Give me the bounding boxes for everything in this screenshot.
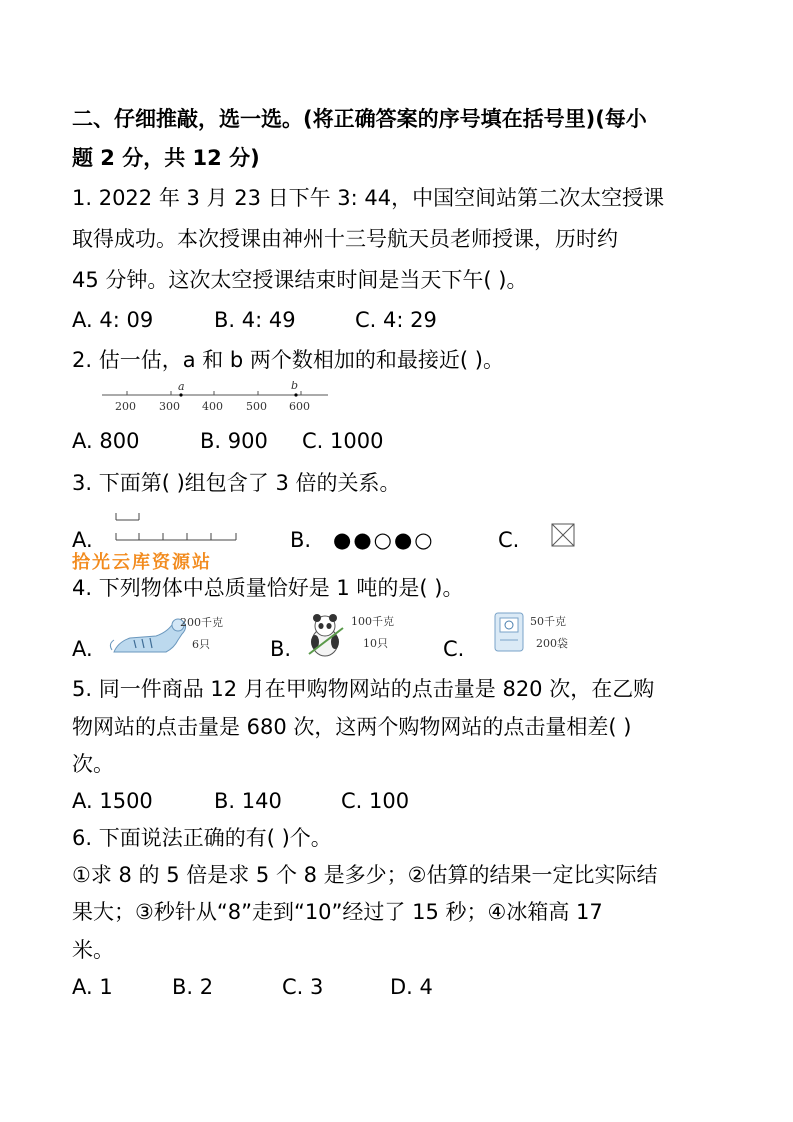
- q4-label-c: C.: [443, 637, 465, 661]
- section-title-line2: 题 2 分，共 12 分): [72, 146, 260, 170]
- q5-option-b: B. 140: [214, 789, 282, 813]
- q4-b-count: 10只: [363, 637, 388, 650]
- q3-option-b-shapes: ●●○●○: [333, 528, 435, 552]
- q2-option-c: C. 1000: [302, 429, 384, 453]
- q2-option-a: A. 800: [72, 429, 140, 453]
- q2-option-b: B. 900: [200, 429, 268, 453]
- point-a-label: a: [178, 381, 185, 393]
- q3-stem: 3. 下面第( )组包含了 3 倍的关系。: [72, 471, 401, 495]
- q3-option-c-envelope-square: [551, 523, 575, 547]
- watermark: 拾光云库资源站: [72, 552, 212, 573]
- tick-label-500: 500: [246, 400, 267, 413]
- q4-a-count: 6只: [192, 638, 210, 651]
- q4-option-c-bag: [492, 610, 602, 656]
- q6-stem: 6. 下面说法正确的有( )个。: [72, 826, 332, 850]
- point-b-label: b: [291, 381, 299, 392]
- q6-option-b: B. 2: [172, 975, 214, 999]
- q5-option-c: C. 100: [341, 789, 410, 813]
- number-line: [100, 381, 332, 415]
- q1-line1: 1. 2022 年 3 月 23 日下午 3: 44，中国空间站第二次太空授课: [72, 186, 665, 210]
- q4-stem: 4. 下列物体中总质量恰好是 1 吨的是( )。: [72, 576, 464, 600]
- q6-line1: ①求 8 的 5 倍是求 5 个 8 是多少；②估算的结果一定比实际结: [72, 863, 658, 887]
- q6-line2: 果大；③秒针从“8”走到“10”经过了 15 秒；④冰箱高 17: [72, 900, 603, 924]
- q4-option-b-panda: [305, 610, 415, 660]
- q3-label-c: C.: [498, 528, 520, 552]
- q5-line3: 次。: [72, 752, 114, 776]
- q4-b-weight: 100千克: [351, 615, 394, 628]
- q1-option-a: A. 4: 09: [72, 308, 154, 332]
- point-a-dot: [179, 393, 182, 396]
- q1-option-c: C. 4: 29: [355, 308, 437, 332]
- tiger-icon: [110, 619, 185, 652]
- tick-label-300: 300: [159, 400, 180, 413]
- q6-option-d: D. 4: [390, 975, 433, 999]
- q1-line3: 45 分钟。这次太空授课结束时间是当天下午( )。: [72, 268, 528, 292]
- tick-label-200: 200: [115, 400, 136, 413]
- q5-option-a: A. 1500: [72, 789, 153, 813]
- tick-label-400: 400: [202, 400, 223, 413]
- q4-label-a: A.: [72, 637, 93, 661]
- q4-c-count: 200袋: [536, 637, 568, 650]
- panda-icon: [309, 614, 343, 656]
- section-title-line1: 二、仔细推敲，选一选。(将正确答案的序号填在括号里)(每小: [72, 107, 647, 131]
- point-b-dot: [294, 393, 297, 396]
- q4-c-weight: 50千克: [530, 615, 566, 628]
- q3-label-b: B.: [290, 528, 312, 552]
- flour-bag-icon: [495, 613, 523, 651]
- q6-line3: 米。: [72, 938, 114, 962]
- q5-line1: 5. 同一件商品 12 月在甲购物网站的点击量是 820 次，在乙购: [72, 677, 655, 701]
- q6-option-a: A. 1: [72, 975, 113, 999]
- q4-option-a-tiger: [108, 612, 238, 658]
- q1-option-b: B. 4: 49: [214, 308, 296, 332]
- tick-label-600: 600: [289, 400, 310, 413]
- q1-line2: 取得成功。本次授课由神州十三号航天员老师授课，历时约: [72, 227, 618, 251]
- q4-a-weight: 200千克: [180, 616, 223, 629]
- q4-label-b: B.: [270, 637, 292, 661]
- q5-line2: 物网站的点击量是 680 次，这两个购物网站的点击量相差( ): [72, 715, 632, 739]
- q3-option-a-segments: [112, 510, 240, 546]
- q3-label-a: A.: [72, 528, 93, 552]
- q6-option-c: C. 3: [282, 975, 324, 999]
- q2-stem: 2. 估一估，a 和 b 两个数相加的和最接近( )。: [72, 348, 504, 372]
